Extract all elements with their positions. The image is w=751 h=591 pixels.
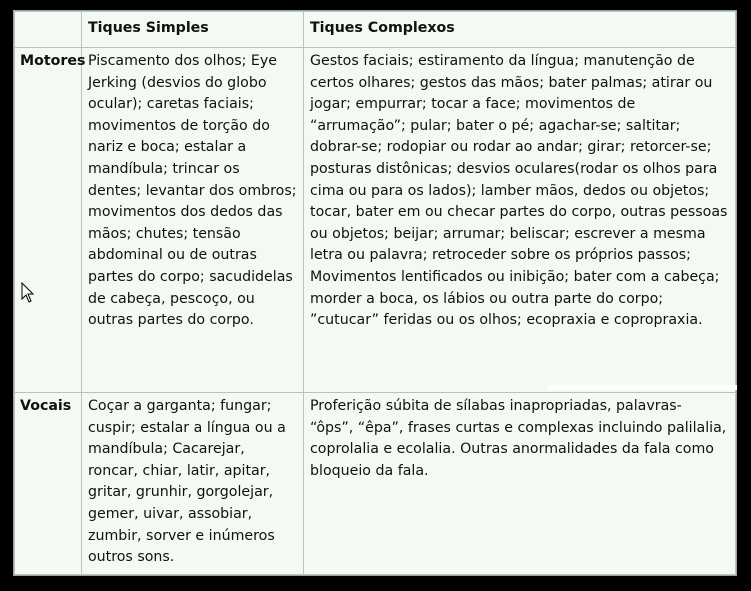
tics-table <box>14 11 736 575</box>
table-row-vocais <box>15 393 736 575</box>
row-label-vocais: Vocais <box>15 393 82 575</box>
header-tiques-simples: Tiques Simples <box>82 12 304 48</box>
header-row <box>15 12 736 48</box>
table-row-motores <box>15 48 736 393</box>
cell-vocais-simples: Coçar a garganta; fungar; cuspir; estalar a língua ou a mandíbula; Cacarejar, roncar, chiar, latir, apitar, gritar, grunhir, gorgolejar, gemer, uivar, assobiar, zumbir, sorver e inúmeros outros sons. <box>82 393 304 575</box>
cell-vocais-complexos: Proferição súbita de sílabas inapropriadas, palavras- “ôps”, “êpa”, frases curtas e complexas incluindo palilalia, coprolalia e ecolalia. Outras anormalidades da fala como bloqueio da fala. <box>304 393 736 575</box>
cell-motores-simples: Piscamento dos olhos; Eye Jerking (desvios do globo ocular); caretas faciais; movimentos de torção do nariz e boca; estalar a mandíbula; trincar os dentes; levantar dos ombros; movimentos dos dedos das mãos; chutes; tensão abdominal ou de outras partes do corpo; sacudidelas de cabeça, pescoço, ou outras partes do corpo. <box>82 48 304 393</box>
tics-table-frame <box>13 10 737 576</box>
header-corner-cell <box>15 12 82 48</box>
header-tiques-complexos: Tiques Complexos <box>304 12 736 48</box>
row-label-motores: Motores <box>15 48 82 393</box>
cell-motores-complexos: Gestos faciais; estiramento da língua; manutenção de certos olhares; gestos das mãos; bater palmas; atirar ou jogar; empurrar; tocar a face; movimentos de “arrumação”; pular; bater o pé; agachar-se; saltitar; dobrar-se; rodopiar ou rodar ao andar; girar; retorcer-se; posturas distônicas; desvios oculares(rodar os olhos para cima ou para os lados); lamber mãos, dedos ou objetos; tocar, bater em ou checar partes do corpo, outras pessoas ou objetos; beijar; arrumar; beliscar; escrever a mesma letra ou palavra; retroceder sobre os próprios passos; Movimentos lentificados ou inibição; bater com a cabeça; morder a boca, os lábios ou outra parte do corpo; ”cutucar” feridas ou os olhos; ecopraxia e copropraxia. <box>304 48 736 393</box>
mouse-pointer-icon <box>21 282 35 304</box>
white-strip <box>548 385 737 390</box>
